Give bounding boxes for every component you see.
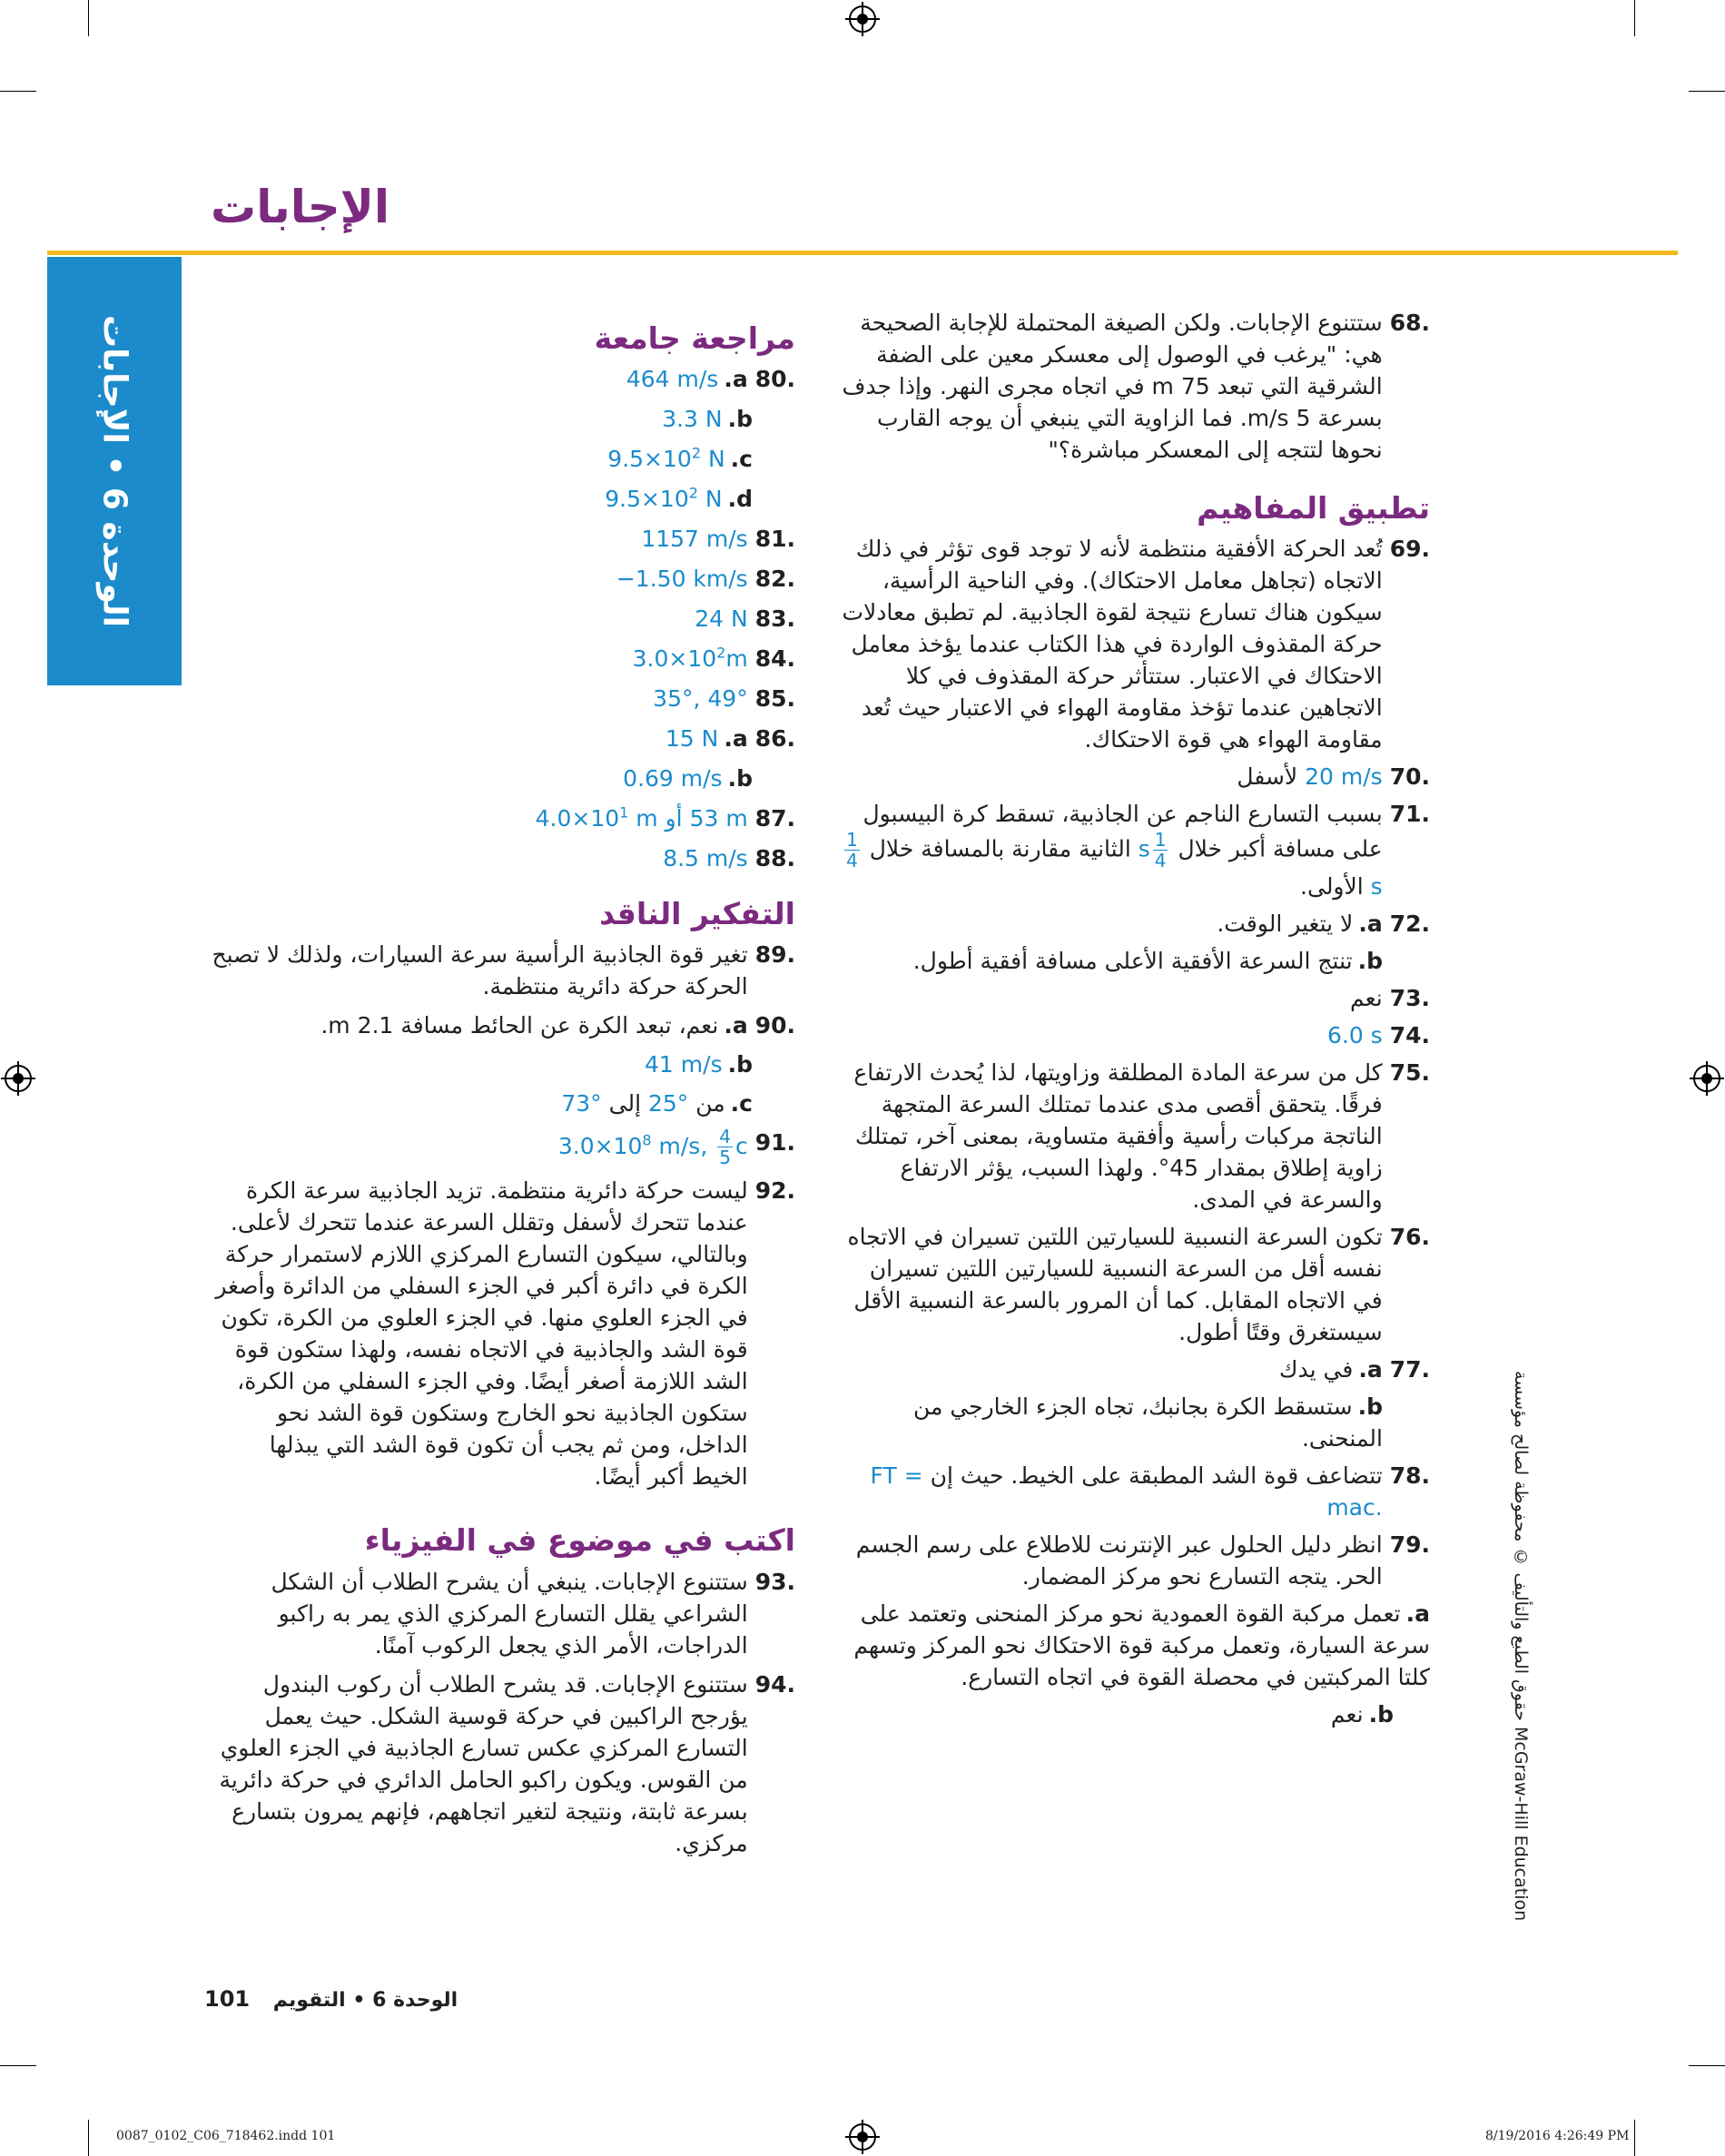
answer-77b: b.ستسقط الكرة بجانبك، تجاه الجزء الخارجي من المنحنى.: [912, 1393, 1383, 1452]
answers-column-left: [207, 318, 795, 1859]
answer-70: .70 20 m/s لأسفل: [1237, 763, 1430, 791]
answer-82: .82 −1.50 km/s: [616, 566, 795, 593]
answer-88: .88 8.5 m/s: [663, 845, 795, 872]
section-heading-mixed-review: مراجعة جامعة: [594, 320, 795, 356]
answer-80b: b.3.3 N: [662, 406, 753, 433]
section-heading-critical-thinking: التفكير الناقد: [599, 896, 795, 932]
answer-92: .92 ليست حركة دائرية منتظمة. تزيد الجاذبية سرعة الكرة عندما تتحرك لأسفل وتقلل السرعة عندما تتحرك لأعلى. وبالتالي، سيكون التسارع المركزي اللازم لاستمرار حركة الكرة في دائرة أكبر في الجزء السفلي من الدائرة وأصغر في الجزء العلوي منها. في الجزء العلوي من الكرة، تكون قوة الشد والجاذبية في الاتجاه نفسه، ولهذا ستكون قوة الشد اللازمة أصغر أيضًا. وفي الجزء السفلي من الكرة، ستكون الجاذبية نحو الخارج وستكون قوة الشد نحو الداخل، ومن ثم يجب أن تكون قوة الشد التي يبذلها الخيط أكبر أيضًا.: [215, 1177, 795, 1491]
footer-unit: الوحدة 6 • التقويم: [272, 1989, 458, 2012]
answer-71: .71 بسبب التسارع الناجم عن الجاذبية، تسقط كرة البيسبول على مسافة أكبر خلال $\frac{1}{4}$ s الثانية مقارنة بالمسافة خلال $\frac{1}{4}$ s الأولى.: [846, 801, 1430, 901]
fraction: $\frac{1}{4}$: [1154, 829, 1167, 872]
print-slug-date: 8/19/2016 4:26:49 PM: [1485, 2129, 1630, 2143]
crop-mark: [88, 0, 89, 36]
crop-mark: [1689, 91, 1725, 92]
answer-86b: b.0.69 m/s: [623, 765, 753, 793]
formula: FT = mac.: [870, 1462, 1383, 1521]
answer-76: .76 تكون السرعة النسبية للسيارتين اللتين تسيران في الاتجاه نفسه أقل من السرعة النسبية للسيارتين اللتين تسيران في الاتجاه المقابل. كما أن المرور بالسرعة النسبية الأقل سيستغرق وقتًا أطول.: [847, 1224, 1430, 1346]
answer-75: .75 كل من سرعة المادة المطلقة وزاويتها، لذا يُحدث الارتفاع فرقًا. يتحقق أقصى مدى عندما تمتلك السرعة المتجهة الناتجة مركبات رأسية وأفقية متساوية، بمعنى آخر، تمتلك زاوية إطلاق بمقدار 45°. ولهذا السبب، يؤثر الارتفاع والسرعة في المدى.: [853, 1059, 1430, 1214]
answer-72a: .72 a.لا يتغير الوقت.: [1217, 911, 1430, 938]
registration-mark-icon: [849, 2123, 876, 2151]
answer-74: .74 6.0 s: [1326, 1022, 1430, 1049]
answer-80a: .80 a.464 m/s: [626, 366, 795, 393]
answer-72b: b.تنتج السرعة الأفقية الأعلى مسافة أفقية أطول.: [912, 948, 1383, 975]
crop-mark: [0, 2065, 36, 2066]
answer-83: .83 24 N: [695, 605, 795, 633]
answer-79: .79 انظر دليل الحلول عبر الإنترنت للاطلاع على رسم الجسم الحر. يتجه التسارع نحو مركز المضمار.: [855, 1531, 1430, 1590]
answer-73: .73 نعم: [1350, 985, 1430, 1012]
crop-mark: [1634, 0, 1635, 36]
answers-column-right: [840, 307, 1430, 1730]
answer-93: .93 ستتنوع الإجابات. ينبغي أن يشرح الطلاب أن الشكل الشراعي يقلل التسارع المركزي الذي يمر به راكبو الدراجات، الأمر الذي يجعل الركوب آمنًا.: [271, 1568, 795, 1659]
title-rule: [47, 251, 1678, 255]
answer-79b: b.نعم: [1330, 1701, 1394, 1728]
answer-86a: .86 a.15 N: [665, 725, 795, 753]
answer-91: .91 $3.0\times 10^8$ m/s, $\frac{4}{5}$ c: [557, 1126, 795, 1169]
answer-68: .68 ستتنوع الإجابات. ولكن الصيغة المحتملة للإجابة الصحيحة هي: "يرغب في الوصول إلى معسكر معين على الضفة الشرقية التي تبعد 75 m في اتجاه مجرى النهر. وإذا جدف بسرعة 5 m/s. فما الزاوية التي ينبغي أن يوجه القارب نحوها لتتجه إلى المعسكر مباشرة؟": [842, 310, 1430, 463]
registration-mark-icon: [849, 5, 876, 33]
answer-84: .84 $3.0\times 10^2m$: [632, 644, 795, 673]
answer-80c: $c.9.5\times 10^2$ N: [607, 444, 753, 473]
print-slug-file: 0087_0102_C06_718462.indd 101: [116, 2129, 336, 2143]
section-heading-writing-in-physics: اكتب في موضوع في الفيزياء: [364, 1522, 795, 1559]
answer-90c: c.من 25° إلى 73°: [561, 1090, 753, 1117]
answer-94: .94 ستتنوع الإجابات. قد يشرح الطلاب أن ركوب البندول يؤرجح الراكبين في حركة قوسية الشكل. حيث يعمل التسارع المركزي عكس تسارع الجاذبية في الجزء العلوي من القوس. ويكون راكبو الحامل الدائري في حركة دائرية بسرعة ثابتة، ونتيجة لتغير اتجاههم، فإنهم يمرون بتسارع مركزي.: [219, 1670, 795, 1856]
crop-mark: [88, 2120, 89, 2156]
answer-80d: $d.9.5\times 10^2$ N: [605, 484, 753, 513]
answer-85: .85 35°, 49°: [653, 685, 795, 713]
answer-87: .87 53 m أو $4.0\times 10^1$ m: [535, 803, 795, 832]
answer-77a: .77 a.في يدك: [1278, 1356, 1430, 1383]
answer-89: .89 تغير قوة الجاذبية الرأسية سرعة السيارات، ولذلك لا تصبح الحركة حركة دائرية منتظمة.: [212, 941, 795, 1000]
answer-90b: b.41 m/s: [645, 1051, 753, 1078]
answer-69: .69 تُعد الحركة الأفقية منتظمة لأنه لا توجد قوى تؤثر في ذلك الاتجاه (تجاهل معامل الاحتكاك). وفي الناحية الرأسية، سيكون هناك تسارع نتيجة لقوة الجاذبية. لم تطبق معادلات حركة المقذوف الواردة في هذا الكتاب عندما يؤخذ معامل الاحتكاك في الاعتبار. ستتأثر حركة المقذوف في كلا الاتجاهين عندما تؤخذ مقاومة الهواء في الاعتبار حيث تُعد مقاومة الهواء هي قوة الاحتكاك.: [842, 536, 1430, 753]
registration-mark-icon: [1693, 1065, 1720, 1092]
crop-mark: [1689, 2065, 1725, 2066]
answer-90a: .90 a.نعم، تبعد الكرة عن الحائط مسافة 2.1 m.: [320, 1012, 795, 1039]
crop-mark: [0, 91, 36, 92]
fraction: $\frac{4}{5}$: [719, 1126, 731, 1169]
answer-81: .81 1157 m/s: [641, 526, 795, 553]
page-title: الإجابات: [211, 181, 389, 233]
answer-79a: a.تعمل مركبة القوة العمودية نحو مركز المنحنى وتعتمد على سرعة السيارة، وتعمل مركبة قوة الاحتكاك نحو المركز وتسهم كلتا المركبتين في محصلة القوة في اتجاه التسارع.: [853, 1600, 1430, 1691]
answer-78: .78 تتضاعف قوة الشد المطبقة على الخيط. حيث إن FT = mac.: [870, 1462, 1430, 1521]
crop-mark: [1634, 2120, 1635, 2156]
section-heading-apply-concepts: تطبيق المفاهيم: [1197, 490, 1430, 526]
page-number: 101: [204, 1986, 251, 2012]
registration-mark-icon: [5, 1065, 32, 1092]
page-footer: [204, 1986, 458, 2012]
copyright-credit: حقوق الطبع والتأليف © محفوظة لصالح مؤسسة McGraw-Hill Education: [1511, 1371, 1531, 1922]
fraction: $\frac{1}{4}$: [846, 829, 858, 872]
side-tab-label: الوحدة 6 • الإجابات: [95, 315, 133, 627]
side-tab: [47, 257, 182, 685]
